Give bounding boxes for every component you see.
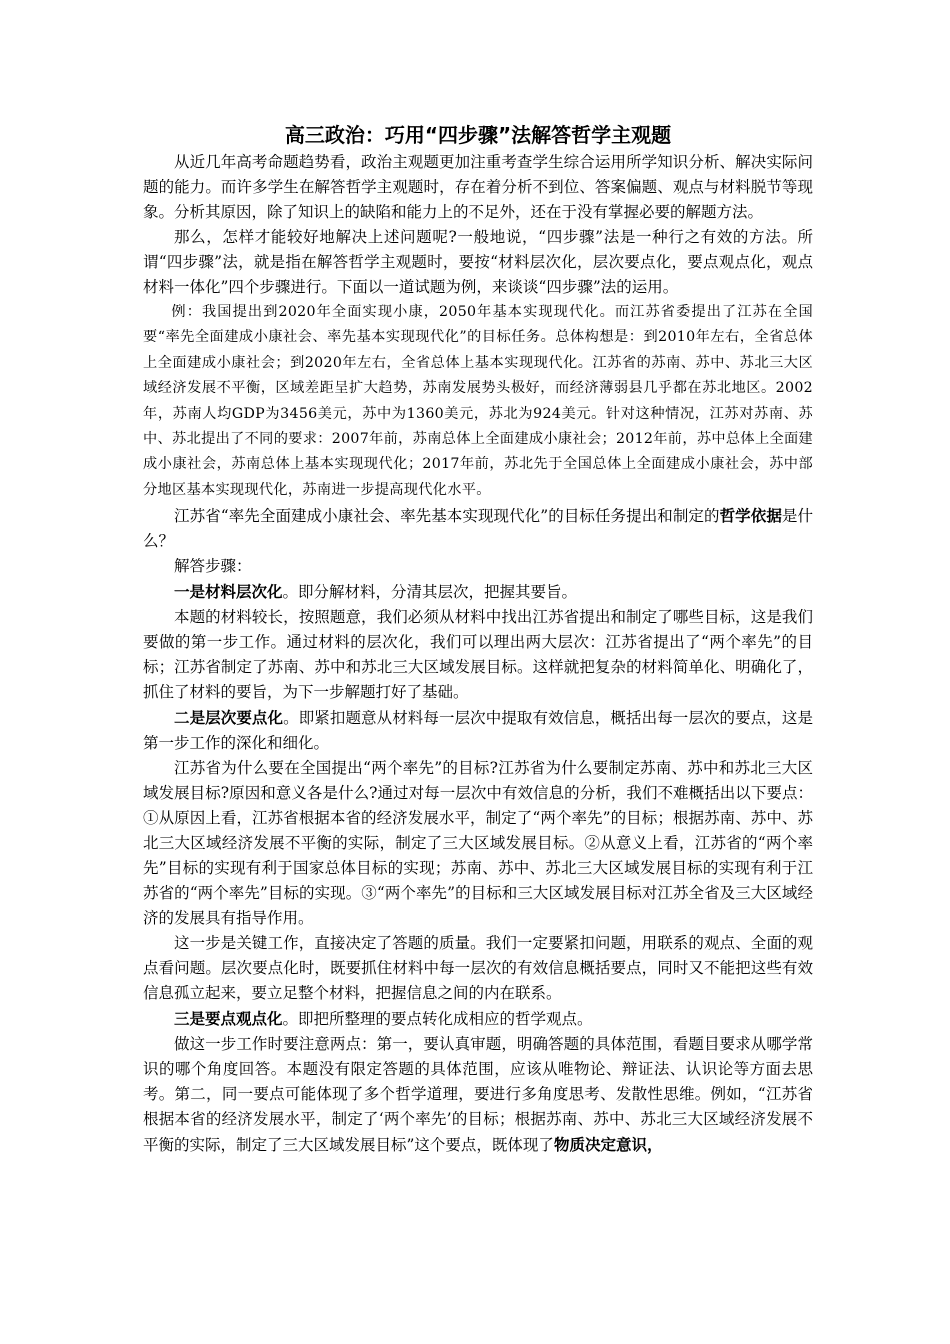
step1-bold: 一是材料层次化 [174,582,283,602]
example-paragraph: 例：我国提出到2020年全面实现小康，2050年基本实现现代化。而江苏省委提出了江苏在全国要“率先全面建成小康社会、率先基本实现现代化”的目标任务。总体构想是：到2010年左右，全省总体上全面建成小康社会；到2020年左右，全省总体上基本实现现代化。江苏省的苏南、苏中、苏北三大区域经济发展不平衡，区域差距呈扩大趋势，苏南发展势头极好，而经济薄弱县几乎都在苏北地区。2002年，苏南人均GDP为3456美元，苏中为1360美元，苏北为924美元。针对这种情况，江苏对苏南、苏中、苏北提出了不同的要求：2007年前，苏南总体上全面建成小康社会；2012年前，苏中总体上全面建成小康社会，苏南总体上基本实现现代化；2017年前，苏北先于全国总体上全面建成小康社会，苏中部分地区基本实现现代化，苏南进一步提高现代化水平。 [143,304,813,498]
step1-body: 本题的材料较长，按照题意，我们必须从材料中找出江苏省提出和制定了哪些目标，这是我们要做的第一步工作。通过材料的层次化，我们可以理出两大层次：江苏省提出了“两个率先”的目标；江苏省制定了苏南、苏中和苏北三大区域发展目标。这样就把复杂的材料简单化、明确化了，抓住了材料的要旨，为下一步解题打好了基础。 [143,608,813,702]
question-text-after: 是什么？ [143,507,813,551]
step3-bold: 三是要点观点化 [174,1009,283,1029]
question-text-before: 江苏省“率先全面建成小康社会、率先基本实现现代化”的目标任务提出和制定的 [174,507,720,526]
step2-body-1: 江苏省为什么要在全国提出“两个率先”的目标?江苏省为什么要制定苏南、苏中和苏北三大区域发展目标?原因和意义各是什么?通过对每一层次中有效信息的分析，我们不难概括出以下要点：①从原因上看，江苏省根据本省的经济发展水平，制定了“两个率先”的目标；根据苏南、苏中、苏北三大区域经济发展不平衡的实际，制定了三大区域发展目标。②从意义上看，江苏省的“两个率先”目标的实现有利于国家总体目标的实现；苏南、苏中、苏北三大区域发展目标的实现有利于江苏省的“两个率先”目标的实现。③“两个率先”的目标和三大区域发展目标对江苏全省及三大区域经济的发展具有指导作用。 [143,759,813,928]
steps-label: 解答步骤： [174,557,252,576]
step1-text: 。即分解材料，分清其层次，把握其要旨。 [282,583,578,602]
intro-paragraph-2: 那么，怎样才能较好地解决上述问题呢?一般地说，“四步骤”法是一种行之有效的方法。所谓“四步骤”法，就是指在解答哲学主观题时，要按“材料层次化，层次要点化，要点观点化，观点材料一体化”四个步骤进行。下面以一道试题为例，来谈谈“四步骤”法的运用。 [143,228,813,296]
document-title: 高三政治：巧用“四步骤”法解答哲学主观题 [284,123,672,147]
intro-paragraph-1: 从近几年高考命题趋势看，政治主观题更加注重考查学生综合运用所学知识分析、解决实际问题的能力。而许多学生在解答哲学主观题时，存在着分析不到位、答案偏题、观点与材料脱节等现象。分析其原因，除了知识上的缺陷和能力上的不足外，还在于没有掌握必要的解题方法。 [143,153,813,221]
question-bold-term: 哲学依据 [719,506,782,526]
step1-heading [143,579,813,605]
document-page [143,120,813,1158]
step2-bold: 二是层次要点化 [174,708,284,728]
step3-body [143,1032,813,1158]
step3-text: 。即把所整理的要点转化成相应的哲学观点。 [282,1010,593,1029]
step3-body-text: 做这一步工作时要注意两点：第一，要认真审题，明确答题的具体范围，看题目要求从哪学常识的哪个角度回答。本题没有限定答题的具体范围，应该从唯物论、辩证法、认识论等方面去思考。第二，同一要点可能体现了多个哲学道理，要进行多角度思考、发散性思维。例如，“江苏省根据本省的经济发展水平，制定了‘两个率先’的目标；根据苏南、苏中、苏北三大区域经济发展不平衡的实际，制定了三大区域发展目标”这个要点，既体现了 [143,1035,813,1155]
step2-heading [143,705,813,756]
question-paragraph [143,503,813,554]
step2-text: 。即紧扣题意从材料每一层次中提取有效信息，概括出每一层次的要点，这是第一步工作的深化和细化。 [143,709,813,753]
step3-body-bold: 物质决定意识， [553,1135,663,1155]
step3-heading [143,1006,813,1032]
step2-body-2: 这一步是关键工作，直接决定了答题的质量。我们一定要紧扣问题，用联系的观点、全面的观点看问题。层次要点化时，既要抓住材料中每一层次的有效信息概括要点，同时又不能把这些有效信息孤立起来，要立足整个材料，把握信息之间的内在联系。 [143,934,813,1003]
